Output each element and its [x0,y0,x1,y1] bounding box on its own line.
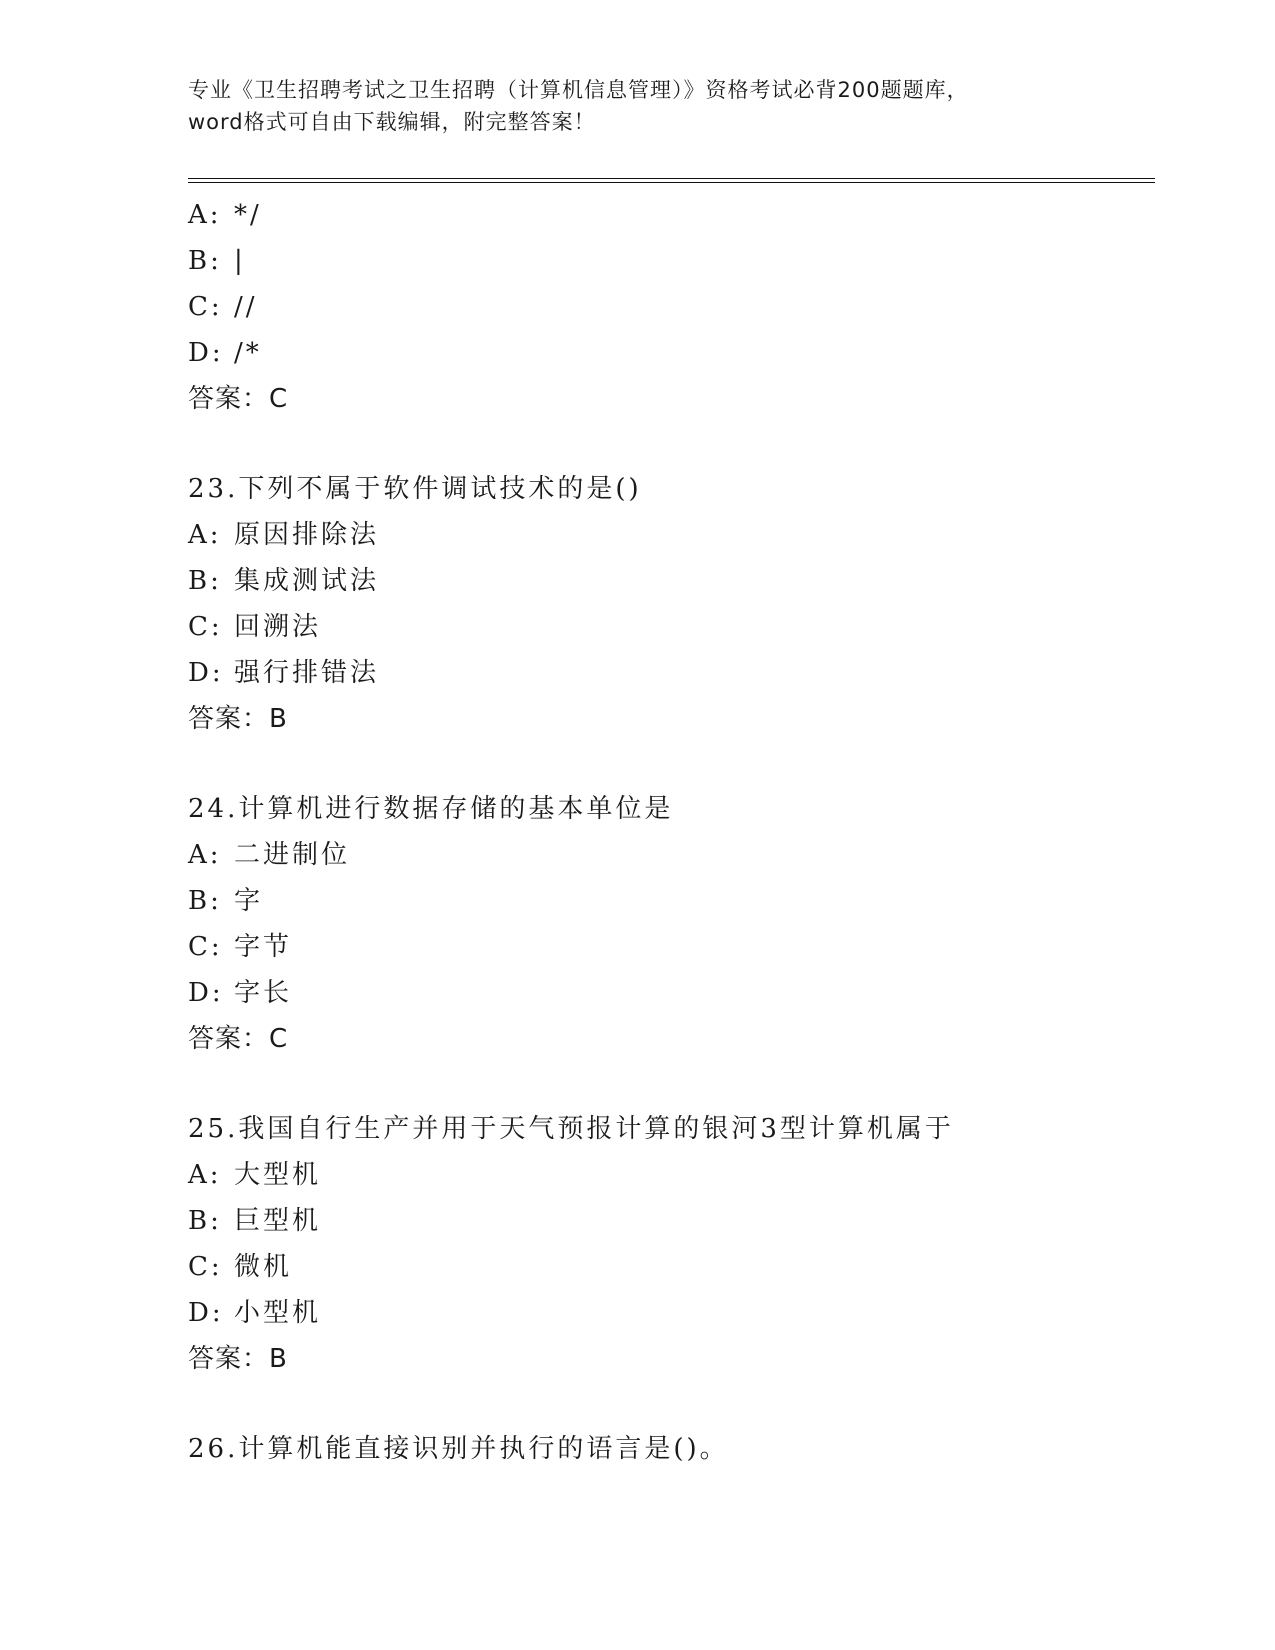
document-header [188,74,1088,138]
answer: 答案：B [188,1344,288,1374]
option-c: C: 字节 [188,932,293,962]
header-line-2: word格式可自由下载编辑，附完整答案！ [188,110,596,134]
question-text: 23.下列不属于软件调试技术的是() [188,474,642,504]
option-d: D: 字长 [188,978,293,1008]
option-b: B: 巨型机 [188,1206,322,1236]
option-c: C: 微机 [188,1252,293,1282]
option-a: A: 原因排除法 [188,520,380,550]
question-list [188,192,1168,1472]
header-divider-bottom [188,182,1155,183]
option-a: A: 二进制位 [188,840,351,870]
question-text: 24.计算机进行数据存储的基本单位是 [188,794,674,824]
option-d: D: /* [188,338,262,368]
option-d: D: 强行排错法 [188,658,380,688]
question-block [188,466,1168,742]
question-block [188,1426,1168,1472]
option-b: B: | [188,246,246,276]
header-line-1: 专业《卫生招聘考试之卫生招聘（计算机信息管理）》资格考试必背200题题库， [188,78,969,102]
header-divider-top [188,178,1155,179]
answer: 答案：C [188,1024,289,1054]
option-a: A: */ [188,200,262,230]
answer: 答案：C [188,384,289,414]
option-b: B: 字 [188,886,264,916]
option-a: A: 大型机 [188,1160,322,1190]
question-text: 25.我国自行生产并用于天气预报计算的银河3型计算机属于 [188,1114,954,1144]
question-block [188,786,1168,1062]
question-text: 26.计算机能直接识别并执行的语言是()。 [188,1434,729,1464]
question-block [188,192,1168,422]
option-b: B: 集成测试法 [188,566,380,596]
answer: 答案：B [188,704,288,734]
option-c: C: // [188,292,258,322]
option-d: D: 小型机 [188,1298,322,1328]
question-block [188,1106,1168,1382]
option-c: C: 回溯法 [188,612,322,642]
